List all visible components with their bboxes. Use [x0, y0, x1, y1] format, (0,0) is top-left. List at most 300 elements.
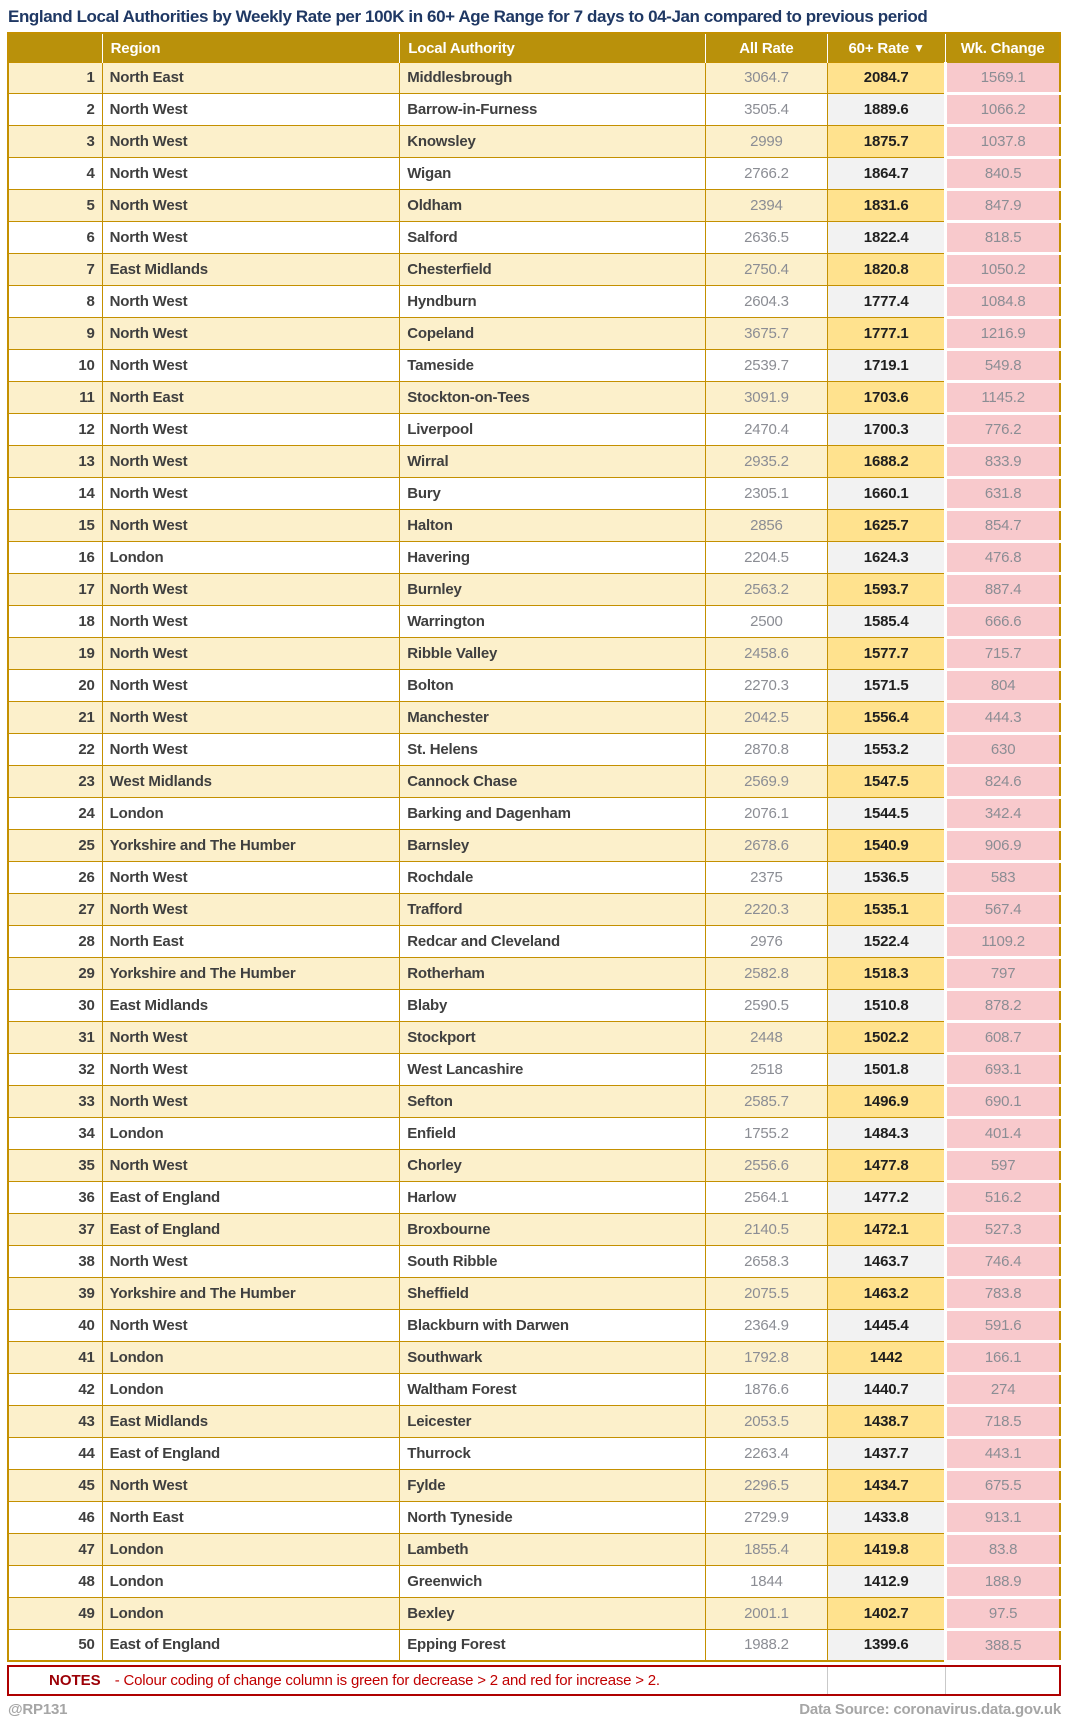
row-authority: West Lancashire — [400, 1053, 706, 1085]
row-wk-change: 746.4 — [946, 1245, 1060, 1277]
row-region: East Midlands — [102, 989, 400, 1021]
row-60plus-rate: 1864.7 — [828, 157, 946, 189]
page-title: England Local Authorities by Weekly Rate per 100K in 60+ Age Range for 7 days to 04-Jan compared to previous period — [8, 7, 928, 26]
rates-table — [7, 32, 1061, 1663]
row-all-rate: 2585.7 — [705, 1085, 827, 1117]
table-row — [8, 669, 1060, 701]
column-header-60-rate-label: 60+ Rate — [848, 39, 910, 57]
table-row — [8, 1085, 1060, 1117]
row-wk-change: 1084.8 — [946, 285, 1060, 317]
row-all-rate: 2678.6 — [705, 829, 827, 861]
row-authority: Sefton — [400, 1085, 706, 1117]
table-row — [8, 893, 1060, 925]
row-region: North West — [102, 125, 400, 157]
row-60plus-rate: 1688.2 — [828, 445, 946, 477]
row-60plus-rate: 1472.1 — [828, 1213, 946, 1245]
row-60plus-rate: 1585.4 — [828, 605, 946, 637]
column-header-local-authority[interactable]: Local Authority — [400, 33, 706, 63]
row-all-rate: 2976 — [705, 925, 827, 957]
row-region: North West — [102, 285, 400, 317]
notes-row — [7, 1665, 1061, 1696]
row-authority: Enfield — [400, 1117, 706, 1149]
row-authority: Stockport — [400, 1021, 706, 1053]
row-rank: 42 — [8, 1373, 102, 1405]
table-row — [8, 1117, 1060, 1149]
row-all-rate: 2220.3 — [705, 893, 827, 925]
row-wk-change: 583 — [946, 861, 1060, 893]
row-60plus-rate: 1553.2 — [828, 733, 946, 765]
row-wk-change: 840.5 — [946, 157, 1060, 189]
row-60plus-rate: 1463.2 — [828, 1277, 946, 1309]
row-region: North West — [102, 413, 400, 445]
row-rank: 39 — [8, 1277, 102, 1309]
row-authority: Chesterfield — [400, 253, 706, 285]
row-region: North West — [102, 733, 400, 765]
row-rank: 20 — [8, 669, 102, 701]
row-all-rate: 2569.9 — [705, 765, 827, 797]
row-rank: 23 — [8, 765, 102, 797]
row-authority: Copeland — [400, 317, 706, 349]
row-region: North West — [102, 1309, 400, 1341]
row-region: East of England — [102, 1437, 400, 1469]
row-region: North West — [102, 509, 400, 541]
row-wk-change: 401.4 — [946, 1117, 1060, 1149]
row-all-rate: 2766.2 — [705, 157, 827, 189]
table-row — [8, 253, 1060, 285]
row-authority: Bolton — [400, 669, 706, 701]
row-all-rate: 2556.6 — [705, 1149, 827, 1181]
row-authority: Warrington — [400, 605, 706, 637]
row-60plus-rate: 1433.8 — [828, 1501, 946, 1533]
table-row — [8, 125, 1060, 157]
row-region: London — [102, 1117, 400, 1149]
row-60plus-rate: 1540.9 — [828, 829, 946, 861]
row-all-rate: 2870.8 — [705, 733, 827, 765]
row-rank: 36 — [8, 1181, 102, 1213]
row-region: North West — [102, 445, 400, 477]
table-row — [8, 1149, 1060, 1181]
row-authority: Oldham — [400, 189, 706, 221]
row-wk-change: 608.7 — [946, 1021, 1060, 1053]
row-wk-change: 630 — [946, 733, 1060, 765]
row-rank: 7 — [8, 253, 102, 285]
row-rank: 38 — [8, 1245, 102, 1277]
row-wk-change: 847.9 — [946, 189, 1060, 221]
row-authority: Trafford — [400, 893, 706, 925]
table-row — [8, 829, 1060, 861]
row-wk-change: 783.8 — [946, 1277, 1060, 1309]
row-rank: 30 — [8, 989, 102, 1021]
row-all-rate: 2270.3 — [705, 669, 827, 701]
row-wk-change: 693.1 — [946, 1053, 1060, 1085]
row-region: North East — [102, 925, 400, 957]
row-authority: Sheffield — [400, 1277, 706, 1309]
row-all-rate: 2750.4 — [705, 253, 827, 285]
row-region: North West — [102, 317, 400, 349]
table-row — [8, 349, 1060, 381]
row-region: North West — [102, 93, 400, 125]
table-row — [8, 1341, 1060, 1373]
table-row — [8, 573, 1060, 605]
row-region: North West — [102, 605, 400, 637]
table-body — [8, 63, 1060, 1662]
row-wk-change: 833.9 — [946, 445, 1060, 477]
table-row — [8, 1629, 1060, 1661]
table-row — [8, 989, 1060, 1021]
table-row — [8, 221, 1060, 253]
table-row — [8, 1533, 1060, 1565]
table-row — [8, 605, 1060, 637]
row-authority: Waltham Forest — [400, 1373, 706, 1405]
row-60plus-rate: 1536.5 — [828, 861, 946, 893]
row-region: North West — [102, 349, 400, 381]
row-wk-change: 776.2 — [946, 413, 1060, 445]
row-authority: Rochdale — [400, 861, 706, 893]
row-all-rate: 2394 — [705, 189, 827, 221]
row-authority: Wirral — [400, 445, 706, 477]
row-region: North West — [102, 637, 400, 669]
row-60plus-rate: 1777.4 — [828, 285, 946, 317]
row-wk-change: 797 — [946, 957, 1060, 989]
row-rank: 10 — [8, 349, 102, 381]
row-wk-change: 631.8 — [946, 477, 1060, 509]
row-authority: St. Helens — [400, 733, 706, 765]
row-region: North East — [102, 1501, 400, 1533]
table-row — [8, 1021, 1060, 1053]
row-wk-change: 906.9 — [946, 829, 1060, 861]
row-region: East of England — [102, 1629, 400, 1661]
row-all-rate: 1792.8 — [705, 1341, 827, 1373]
row-wk-change: 188.9 — [946, 1565, 1060, 1597]
table-row — [8, 63, 1060, 94]
table-row — [8, 477, 1060, 509]
row-60plus-rate: 1434.7 — [828, 1469, 946, 1501]
row-all-rate: 3064.7 — [705, 63, 827, 94]
row-region: North East — [102, 63, 400, 94]
row-authority: Burnley — [400, 573, 706, 605]
row-all-rate: 2564.1 — [705, 1181, 827, 1213]
column-header-region[interactable]: Region — [102, 33, 400, 63]
row-rank: 37 — [8, 1213, 102, 1245]
row-wk-change: 666.6 — [946, 605, 1060, 637]
row-60plus-rate: 1438.7 — [828, 1405, 946, 1437]
row-wk-change: 1037.8 — [946, 125, 1060, 157]
row-60plus-rate: 1777.1 — [828, 317, 946, 349]
row-wk-change: 675.5 — [946, 1469, 1060, 1501]
row-rank: 35 — [8, 1149, 102, 1181]
row-wk-change: 824.6 — [946, 765, 1060, 797]
row-authority: Blaby — [400, 989, 706, 1021]
row-region: London — [102, 1597, 400, 1629]
row-region: North West — [102, 157, 400, 189]
row-authority: Havering — [400, 541, 706, 573]
row-rank: 41 — [8, 1341, 102, 1373]
row-all-rate: 1855.4 — [705, 1533, 827, 1565]
table-row — [8, 1437, 1060, 1469]
row-rank: 26 — [8, 861, 102, 893]
row-rank: 14 — [8, 477, 102, 509]
row-region: North West — [102, 1469, 400, 1501]
row-authority: Cannock Chase — [400, 765, 706, 797]
row-authority: Hyndburn — [400, 285, 706, 317]
row-wk-change: 818.5 — [946, 221, 1060, 253]
row-60plus-rate: 1624.3 — [828, 541, 946, 573]
row-all-rate: 1988.2 — [705, 1629, 827, 1661]
row-wk-change: 549.8 — [946, 349, 1060, 381]
row-rank: 50 — [8, 1629, 102, 1661]
row-wk-change: 718.5 — [946, 1405, 1060, 1437]
row-authority: Rotherham — [400, 957, 706, 989]
notes-text: - Colour coding of change column is green for decrease > 2 and red for increase > 2. — [114, 1671, 660, 1689]
row-wk-change: 690.1 — [946, 1085, 1060, 1117]
row-60plus-rate: 1547.5 — [828, 765, 946, 797]
row-all-rate: 2001.1 — [705, 1597, 827, 1629]
table-row — [8, 1277, 1060, 1309]
row-rank: 13 — [8, 445, 102, 477]
row-60plus-rate: 1412.9 — [828, 1565, 946, 1597]
row-authority: Broxbourne — [400, 1213, 706, 1245]
table-row — [8, 797, 1060, 829]
row-all-rate: 1876.6 — [705, 1373, 827, 1405]
row-60plus-rate: 1822.4 — [828, 221, 946, 253]
row-authority: Bury — [400, 477, 706, 509]
row-rank: 25 — [8, 829, 102, 861]
table-row — [8, 925, 1060, 957]
row-wk-change: 274 — [946, 1373, 1060, 1405]
row-wk-change: 444.3 — [946, 701, 1060, 733]
table-row — [8, 189, 1060, 221]
row-all-rate: 3505.4 — [705, 93, 827, 125]
row-all-rate: 2636.5 — [705, 221, 827, 253]
row-wk-change: 1569.1 — [946, 63, 1060, 94]
row-region: London — [102, 797, 400, 829]
row-all-rate: 2590.5 — [705, 989, 827, 1021]
row-wk-change: 83.8 — [946, 1533, 1060, 1565]
notes-column-divider — [827, 1667, 828, 1694]
row-all-rate: 2458.6 — [705, 637, 827, 669]
column-header-wk-change[interactable]: Wk. Change — [946, 33, 1060, 63]
row-60plus-rate: 1510.8 — [828, 989, 946, 1021]
row-60plus-rate: 1437.7 — [828, 1437, 946, 1469]
row-all-rate: 1755.2 — [705, 1117, 827, 1149]
row-all-rate: 2729.9 — [705, 1501, 827, 1533]
row-60plus-rate: 2084.7 — [828, 63, 946, 94]
row-rank: 44 — [8, 1437, 102, 1469]
row-region: East of England — [102, 1213, 400, 1245]
row-wk-change: 887.4 — [946, 573, 1060, 605]
row-rank: 3 — [8, 125, 102, 157]
row-all-rate: 2053.5 — [705, 1405, 827, 1437]
row-60plus-rate: 1402.7 — [828, 1597, 946, 1629]
row-wk-change: 1066.2 — [946, 93, 1060, 125]
row-60plus-rate: 1501.8 — [828, 1053, 946, 1085]
data-source: Data Source: coronavirus.data.gov.uk — [799, 1700, 1061, 1718]
row-wk-change: 1050.2 — [946, 253, 1060, 285]
row-region: East Midlands — [102, 253, 400, 285]
row-region: London — [102, 1533, 400, 1565]
row-wk-change: 388.5 — [946, 1629, 1060, 1661]
row-wk-change: 166.1 — [946, 1341, 1060, 1373]
table-row — [8, 701, 1060, 733]
row-60plus-rate: 1445.4 — [828, 1309, 946, 1341]
row-all-rate: 2856 — [705, 509, 827, 541]
row-all-rate: 2263.4 — [705, 1437, 827, 1469]
row-60plus-rate: 1544.5 — [828, 797, 946, 829]
row-authority: Halton — [400, 509, 706, 541]
row-wk-change: 342.4 — [946, 797, 1060, 829]
table-row — [8, 413, 1060, 445]
row-rank: 21 — [8, 701, 102, 733]
table-row — [8, 1405, 1060, 1437]
row-wk-change: 443.1 — [946, 1437, 1060, 1469]
row-60plus-rate: 1703.6 — [828, 381, 946, 413]
table-row — [8, 381, 1060, 413]
row-authority: Stockton-on-Tees — [400, 381, 706, 413]
row-all-rate: 2296.5 — [705, 1469, 827, 1501]
row-rank: 45 — [8, 1469, 102, 1501]
table-row — [8, 637, 1060, 669]
row-60plus-rate: 1496.9 — [828, 1085, 946, 1117]
row-authority: Southwark — [400, 1341, 706, 1373]
row-60plus-rate: 1477.2 — [828, 1181, 946, 1213]
row-region: Yorkshire and The Humber — [102, 829, 400, 861]
row-authority: Greenwich — [400, 1565, 706, 1597]
row-rank: 29 — [8, 957, 102, 989]
table-row — [8, 1565, 1060, 1597]
row-all-rate: 2448 — [705, 1021, 827, 1053]
row-60plus-rate: 1571.5 — [828, 669, 946, 701]
row-wk-change: 567.4 — [946, 893, 1060, 925]
column-header-60-rate[interactable] — [828, 33, 946, 63]
table-row — [8, 1501, 1060, 1533]
column-header-rank[interactable] — [8, 33, 102, 63]
column-header-all-rate[interactable]: All Rate — [705, 33, 827, 63]
row-region: London — [102, 1341, 400, 1373]
notes-column-divider — [945, 1667, 946, 1694]
table-row — [8, 285, 1060, 317]
row-region: North West — [102, 1149, 400, 1181]
row-wk-change: 597 — [946, 1149, 1060, 1181]
row-rank: 48 — [8, 1565, 102, 1597]
table-row — [8, 1053, 1060, 1085]
row-60plus-rate: 1875.7 — [828, 125, 946, 157]
row-region: East Midlands — [102, 1405, 400, 1437]
row-region: North West — [102, 221, 400, 253]
table-row — [8, 93, 1060, 125]
row-all-rate: 2604.3 — [705, 285, 827, 317]
row-authority: Redcar and Cleveland — [400, 925, 706, 957]
row-all-rate: 2935.2 — [705, 445, 827, 477]
row-region: North West — [102, 893, 400, 925]
row-region: London — [102, 541, 400, 573]
row-region: North West — [102, 477, 400, 509]
table-row — [8, 957, 1060, 989]
row-rank: 34 — [8, 1117, 102, 1149]
row-wk-change: 913.1 — [946, 1501, 1060, 1533]
row-all-rate: 2204.5 — [705, 541, 827, 573]
table-row — [8, 733, 1060, 765]
row-authority: Tameside — [400, 349, 706, 381]
row-region: North West — [102, 573, 400, 605]
row-all-rate: 2658.3 — [705, 1245, 827, 1277]
row-authority: Leicester — [400, 1405, 706, 1437]
row-all-rate: 2999 — [705, 125, 827, 157]
row-rank: 9 — [8, 317, 102, 349]
row-authority: North Tyneside — [400, 1501, 706, 1533]
row-wk-change: 715.7 — [946, 637, 1060, 669]
row-rank: 12 — [8, 413, 102, 445]
row-authority: South Ribble — [400, 1245, 706, 1277]
row-rank: 43 — [8, 1405, 102, 1437]
row-60plus-rate: 1820.8 — [828, 253, 946, 285]
table-row — [8, 1213, 1060, 1245]
table-row — [8, 1181, 1060, 1213]
row-60plus-rate: 1477.8 — [828, 1149, 946, 1181]
row-rank: 2 — [8, 93, 102, 125]
row-wk-change: 804 — [946, 669, 1060, 701]
row-60plus-rate: 1700.3 — [828, 413, 946, 445]
row-authority: Harlow — [400, 1181, 706, 1213]
row-region: North West — [102, 701, 400, 733]
row-60plus-rate: 1442 — [828, 1341, 946, 1373]
row-rank: 22 — [8, 733, 102, 765]
row-60plus-rate: 1889.6 — [828, 93, 946, 125]
row-rank: 24 — [8, 797, 102, 829]
row-60plus-rate: 1577.7 — [828, 637, 946, 669]
row-region: London — [102, 1373, 400, 1405]
row-rank: 5 — [8, 189, 102, 221]
row-60plus-rate: 1484.3 — [828, 1117, 946, 1149]
table-row — [8, 861, 1060, 893]
row-authority: Barking and Dagenham — [400, 797, 706, 829]
row-rank: 1 — [8, 63, 102, 94]
table-row — [8, 317, 1060, 349]
row-60plus-rate: 1831.6 — [828, 189, 946, 221]
row-rank: 17 — [8, 573, 102, 605]
row-rank: 6 — [8, 221, 102, 253]
row-authority: Chorley — [400, 1149, 706, 1181]
row-all-rate: 1844 — [705, 1565, 827, 1597]
table-row — [8, 541, 1060, 573]
author-handle: @RP131 — [8, 1700, 68, 1718]
row-region: North West — [102, 669, 400, 701]
row-all-rate: 2582.8 — [705, 957, 827, 989]
row-authority: Thurrock — [400, 1437, 706, 1469]
table-row — [8, 765, 1060, 797]
row-60plus-rate: 1502.2 — [828, 1021, 946, 1053]
row-all-rate: 2140.5 — [705, 1213, 827, 1245]
footer — [0, 1696, 1069, 1718]
row-authority: Liverpool — [400, 413, 706, 445]
row-rank: 47 — [8, 1533, 102, 1565]
row-rank: 18 — [8, 605, 102, 637]
row-region: Yorkshire and The Humber — [102, 957, 400, 989]
row-region: North East — [102, 381, 400, 413]
row-60plus-rate: 1440.7 — [828, 1373, 946, 1405]
row-60plus-rate: 1556.4 — [828, 701, 946, 733]
sort-desc-icon: ▼ — [913, 40, 925, 55]
row-wk-change: 516.2 — [946, 1181, 1060, 1213]
row-authority: Knowsley — [400, 125, 706, 157]
row-all-rate: 2076.1 — [705, 797, 827, 829]
row-all-rate: 2518 — [705, 1053, 827, 1085]
row-all-rate: 2375 — [705, 861, 827, 893]
row-60plus-rate: 1593.7 — [828, 573, 946, 605]
row-region: Yorkshire and The Humber — [102, 1277, 400, 1309]
row-region: London — [102, 1565, 400, 1597]
row-region: North West — [102, 189, 400, 221]
table-row — [8, 1309, 1060, 1341]
